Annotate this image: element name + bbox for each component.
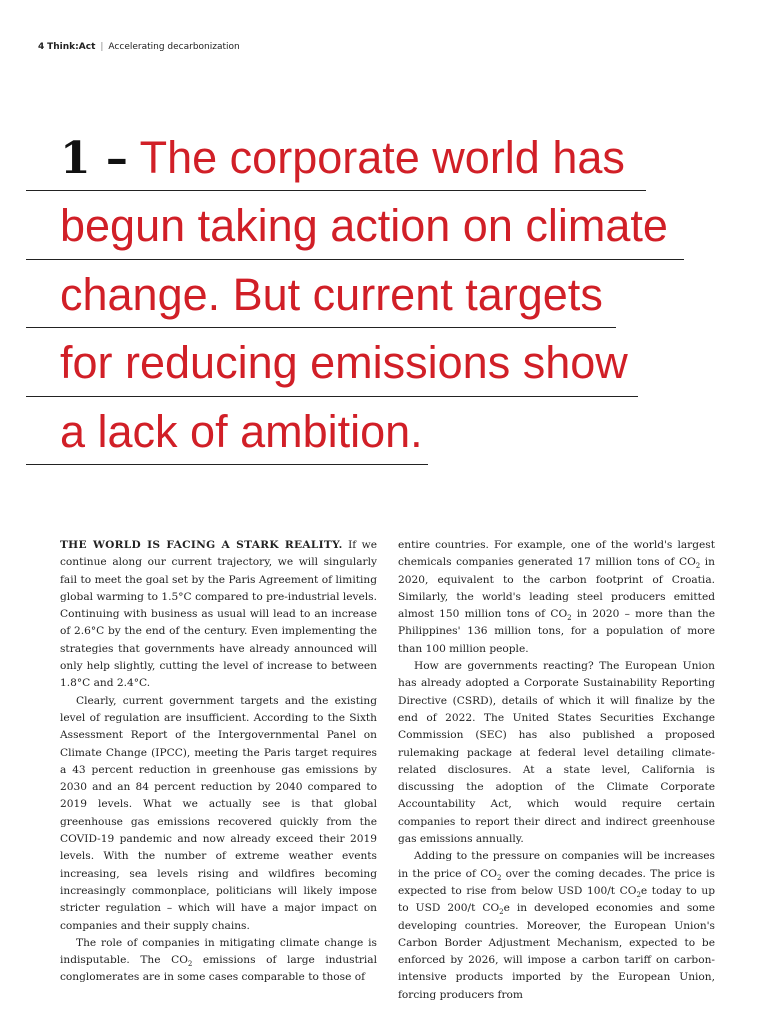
section-title: Accelerating decarbonization	[108, 42, 240, 52]
subscript: 2	[636, 891, 641, 900]
header-separator: |	[100, 42, 104, 52]
headline-line-3	[60, 265, 603, 335]
body-paragraph: Clearly, current government targets and the existing level of regulation are insufficient. According to the Sixth Assessment Report of the Intergovernmental Panel on Climate Change (IPCC), meeting the Paris target requires a 43 percent reduction in greenhouse gas emissions by 2030 and an 84 percent reduction by 2040 compared to 2019 levels. What we actually see is that global greenhouse gas emissions recovered quickly from the COVID-19 pandemic and now already exceed their 2019 levels. With the number of extreme weather events increasing, sea levels rising and wildfires becoming increasingly commonplace, politicians will likely impose stricter regulation – which will have a major impact on companies and their supply chains.	[60, 694, 377, 932]
body-column-right	[398, 537, 715, 1004]
headline-rule-3	[26, 327, 616, 328]
body-column-left	[60, 537, 377, 987]
body-paragraph: How are governments reacting? The European Union has already adopted a Corporate Sustainability Reporting Directive (CSRD), details of which it will finalize by the end of 2022. The United States Securities Exchange Commission (SEC) has also published a proposed rulemaking package at federal level detailing climate-related disclosures. At a state level, California is discussing the adoption of the Climate Corporate Accountability Act, which would require certain companies to report their direct and indirect greenhouse gas emissions annually.	[398, 660, 715, 846]
lead-in: THE WORLD IS FACING A STARK REALITY.	[60, 539, 343, 551]
headline-text-1: The corporate world has	[139, 132, 625, 183]
headline-line-5	[60, 402, 423, 472]
headline-rule-5	[26, 464, 428, 465]
headline-line-2	[60, 196, 668, 266]
body-paragraph: Adding to the pressure on companies will be increases in the price of $CO_2$ over the coming decades. The price is expected to rise from below USD 100/t $CO_2e$ today to up to USD 200/t $CO_2e$ in developed economies and some developing countries. Moreover, the European Union's Carbon Border Adjustment Mechanism, expected to be enforced by 2026, will impose a carbon tariff on carbon-intensive products imported by the European Union, forcing producers from	[398, 850, 715, 1001]
subscript: 2	[496, 873, 502, 882]
headline-text-3: change. But current targets	[60, 269, 603, 320]
headline-rule-4	[26, 396, 638, 397]
headline-text-5: a lack of ambition.	[60, 406, 423, 457]
headline-line-4	[60, 333, 628, 403]
body-paragraph: THE WORLD IS FACING A STARK REALITY. If we continue along our current trajectory, we will singularly fail to meet the goal set by the Paris Agreement of limiting global warming to 1.5°C compared to pre-industrial levels. Continuing with business as usual will lead to an increase of 2.6°C by the end of the century. Even implementing the strategies that governments have already announced will only help slightly, cutting the level of increase to between 1.8°C and 2.4°C.	[60, 539, 377, 690]
headline-text-4: for reducing emissions show	[60, 337, 628, 388]
brand-name: Think:Act	[47, 42, 96, 52]
subscript: 2	[695, 562, 701, 571]
subscript: 2	[499, 908, 504, 917]
page-number: 4	[38, 42, 45, 52]
subscript: 2	[567, 614, 572, 623]
body-paragraph: entire countries. For example, one of the world's largest chemicals companies generated 17 million tons of $CO_2$ in 2020, equivalent to the carbon footprint of Croatia. Similarly, the world's leading steel producers emitted almost 150 million tons of $CO_2$ in 2020 – more than the Philippines' 136 million tons, for a population of more than 100 million people.	[398, 539, 716, 655]
headline-line-1	[60, 128, 625, 198]
headline-rule-1	[26, 190, 646, 191]
headline-text-2: begun taking action on climate	[60, 200, 668, 251]
headline-number: 1 –	[60, 133, 128, 184]
headline-rule-2	[26, 259, 684, 260]
subscript: 2	[187, 960, 193, 969]
body-paragraph: The role of companies in mitigating climate change is indisputable. The $CO_2$ emissions of large industrial conglomerates are in some cases comparable to those of	[60, 936, 377, 984]
page-header	[38, 42, 240, 52]
